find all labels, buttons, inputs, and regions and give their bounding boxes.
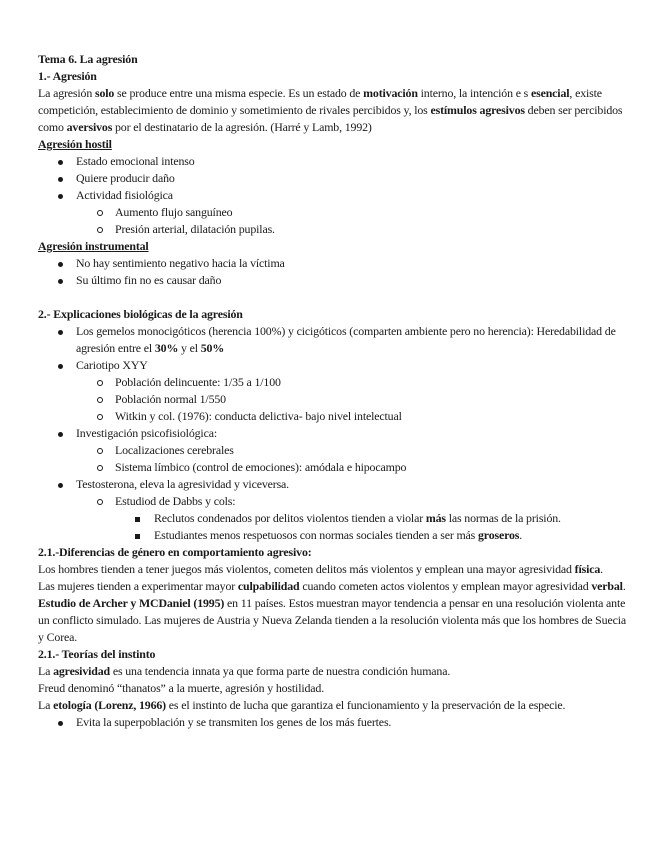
list-item: [38, 187, 627, 204]
list-item-text: Quiere producir daño: [76, 171, 175, 185]
text: cuando cometen actos violentos y emplean mayor agresividad: [299, 579, 592, 593]
text: .: [622, 579, 626, 593]
bullet-icon: [58, 330, 63, 335]
bullet-icon: [58, 194, 63, 199]
bullet-icon: [58, 432, 63, 437]
paragraph: [38, 578, 627, 595]
subheading: Agresión hostil: [38, 137, 112, 151]
list-item: [38, 408, 627, 425]
section-heading: 2.1.- Teorías del instinto: [38, 647, 156, 661]
list-item-text: Aumento flujo sanguíneo: [115, 205, 233, 219]
bold-text: motivación: [363, 86, 418, 100]
text: Las mujeres tienden a experimentar mayor: [38, 579, 238, 593]
bullet-icon: [58, 483, 63, 488]
circle-bullet-icon: [97, 414, 103, 420]
bold-text: más: [425, 511, 446, 525]
list-item: [38, 442, 627, 459]
bold-text: estímulos agresivos: [430, 103, 525, 117]
paragraph: [38, 595, 627, 646]
bold-text: culpabilidad: [237, 579, 300, 593]
list-item-text: Estudiod de Dabbs y cols:: [115, 494, 236, 508]
square-bullet-icon: [135, 534, 140, 539]
list-item: [38, 221, 627, 238]
subheading: Agresión instrumental: [38, 239, 149, 253]
text: La: [38, 664, 54, 678]
list-item: [38, 272, 627, 289]
text: y el: [178, 341, 201, 355]
bullet-icon: [58, 721, 63, 726]
list-item-text: Su último fin no es causar daño: [76, 273, 222, 287]
bold-text: verbal: [591, 579, 623, 593]
paragraph: Freud denominó “thanatos” a la muerte, agresión y hostilidad.: [38, 681, 325, 695]
list-item-text: Cariotipo XYY: [76, 358, 148, 372]
circle-bullet-icon: [97, 448, 103, 454]
list-item-text: Localizaciones cerebrales: [115, 443, 234, 457]
bullet-icon: [58, 160, 63, 165]
list-item-text: Witkin y col. (1976): conducta delictiva- bajo nivel intelectual: [115, 409, 402, 423]
text: Los hombres tienden a tener juegos más violentos, cometen delitos más violentos y emplean una mayor agresividad: [38, 562, 575, 576]
doc-title: Tema 6. La agresión: [38, 52, 138, 66]
list-item: [38, 476, 627, 493]
paragraph: [38, 663, 627, 680]
spacer: [38, 289, 627, 306]
text: La: [38, 698, 54, 712]
list-item: [38, 357, 627, 374]
circle-bullet-icon: [97, 397, 103, 403]
list-item: [38, 714, 627, 731]
square-bullet-icon: [135, 517, 140, 522]
text: interno, la intención e s: [417, 86, 531, 100]
text: Estudiantes menos respetuosos con normas sociales tienden a ser más: [154, 528, 478, 542]
bold-text: física: [574, 562, 601, 576]
list-item: [38, 374, 627, 391]
bold-text: 30%: [154, 341, 179, 355]
text: es una tendencia innata ya que forma parte de nuestra condición humana.: [110, 664, 451, 678]
list-item: [38, 425, 627, 442]
list-item: [38, 204, 627, 221]
text: , existe competición, establecimiento de dominio y sometimiento de rivales percibidos y, los: [38, 86, 602, 117]
bullet-list: [38, 153, 627, 238]
text: las normas de la prisión.: [445, 511, 561, 525]
text: .: [600, 562, 603, 576]
list-item-text: Presión arterial, dilatación pupilas.: [115, 222, 275, 236]
list-item: [38, 170, 627, 187]
section-heading: 1.- Agresión: [38, 69, 97, 83]
list-item: [38, 255, 627, 272]
section-heading: 2.1.-Diferencias de género en comportamiento agresivo:: [38, 545, 312, 559]
section-heading: 2.- Explicaciones biológicas de la agresión: [38, 307, 243, 321]
list-item: [38, 323, 627, 357]
text: Los gemelos monocigóticos (herencia 100%) y cicigóticos (comparten ambiente pero no herencia): Heredabilidad de agresión entre el: [76, 324, 616, 355]
bold-text: aversivos: [66, 120, 113, 134]
text: La agresión: [38, 86, 95, 100]
list-item-text: Sistema límbico (control de emociones): amódala e hipocampo: [115, 460, 407, 474]
bullet-icon: [58, 364, 63, 369]
bullet-icon: [58, 177, 63, 182]
list-item-text: Población normal 1/550: [115, 392, 226, 406]
text: se produce entre una misma especie. Es un estado de: [114, 86, 364, 100]
paragraph: [38, 85, 627, 136]
circle-bullet-icon: [97, 380, 103, 386]
text: es el instinto de lucha que garantiza el funcionamiento y la preservación de la especie.: [165, 698, 566, 712]
list-item: [38, 459, 627, 476]
text: por el destinatario de la agresión. (Harré y Lamb, 1992): [112, 120, 372, 134]
text: .: [519, 528, 523, 542]
bold-text: Estudio de Archer y MCDaniel (1995): [38, 596, 225, 610]
text: Reclutos condenados por delitos violentos tienden a violar: [154, 511, 426, 525]
circle-bullet-icon: [97, 210, 103, 216]
text: en 11 países. Estos muestran mayor tendencia a pensar en una resolución violenta ante un conflicto simulado. Las mujeres de Austria y Nueva Zelanda tienden a la resolución violenta más que los hombres de Suecia y Corea.: [38, 596, 626, 644]
bullet-list: [38, 323, 627, 544]
bold-text: groseros: [477, 528, 520, 542]
circle-bullet-icon: [97, 499, 103, 505]
list-item: [38, 153, 627, 170]
paragraph: [38, 697, 627, 714]
list-item: [38, 493, 627, 510]
bold-text: solo: [94, 86, 115, 100]
bullet-list: [38, 714, 627, 731]
text: deben ser percibidos como: [38, 103, 623, 134]
circle-bullet-icon: [97, 227, 103, 233]
bold-text: esencial: [530, 86, 570, 100]
list-item: [38, 527, 627, 544]
list-item-text: Testosterona, eleva la agresividad y viceversa.: [76, 477, 289, 491]
bold-text: etología (Lorenz, 1966): [53, 698, 166, 712]
list-item-text: Investigación psicofisiológica:: [76, 426, 217, 440]
list-item-text: No hay sentimiento negativo hacia la víctima: [76, 256, 285, 270]
list-item: [38, 391, 627, 408]
list-item: [38, 510, 627, 527]
list-item-text: Actividad fisiológica: [76, 188, 173, 202]
list-item-text: Estado emocional intenso: [76, 154, 195, 168]
paragraph: [38, 561, 627, 578]
circle-bullet-icon: [97, 465, 103, 471]
list-item-text: Evita la superpoblación y se transmiten los genes de los más fuertes.: [76, 715, 392, 729]
list-item-text: Población delincuente: 1/35 a 1/100: [115, 375, 281, 389]
bullet-icon: [58, 279, 63, 284]
bullet-icon: [58, 262, 63, 267]
bold-text: agresividad: [53, 664, 111, 678]
bullet-list: [38, 255, 627, 289]
bold-text: 50%: [200, 341, 225, 355]
